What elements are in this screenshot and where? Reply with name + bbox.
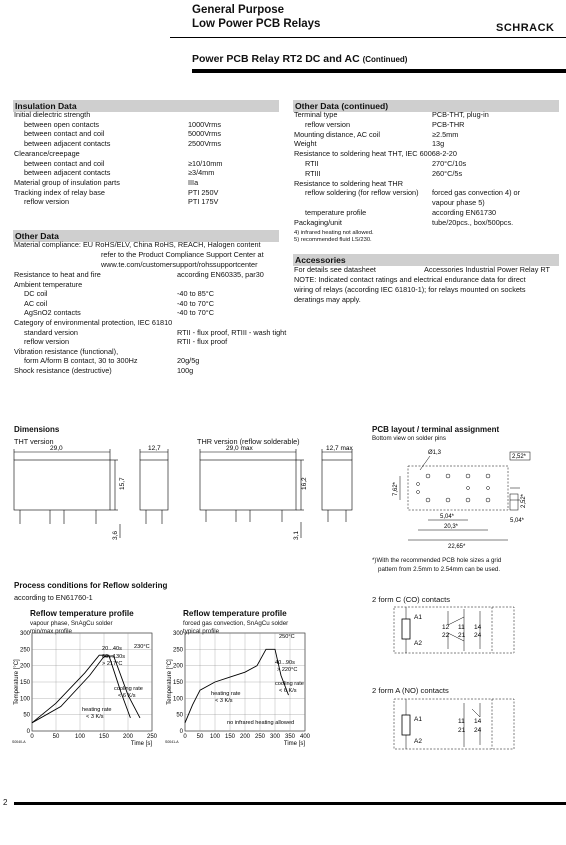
chart-annotation: 20...40s bbox=[102, 646, 122, 652]
insulation-row-label: Material group of insulation parts bbox=[14, 177, 120, 187]
co-contacts-title: 2 form C (CO) contacts bbox=[372, 595, 451, 604]
material-compliance-line1: Material compliance: EU RoHS/ELV, China RoHS, REACH, Halogen content bbox=[14, 240, 261, 249]
other-cont-row-label: Mounting distance, AC coil bbox=[294, 129, 380, 139]
other-cont-row-label: temperature profile bbox=[305, 208, 367, 217]
other-row-label: Category of environmental protection, IEC 61810 bbox=[14, 318, 173, 327]
other-cont-row-value: PCB-THT, plug-in bbox=[432, 110, 489, 119]
hole-diameter: Ø1,3 bbox=[428, 450, 442, 456]
accessories-note-3: deratings may apply. bbox=[294, 295, 361, 304]
insulation-row-value: ≥10/10mm bbox=[188, 158, 223, 168]
tht-front-view bbox=[14, 460, 110, 510]
other-row-value: -40 to 85°C bbox=[177, 289, 214, 299]
product-title bbox=[192, 53, 407, 66]
insulation-header: Insulation Data bbox=[13, 100, 279, 112]
x-tick-label: 50 bbox=[52, 734, 60, 740]
footer-rule bbox=[14, 802, 566, 805]
other-cont-row-label: Terminal type bbox=[294, 110, 338, 119]
dim-203: 20,3* bbox=[444, 524, 459, 530]
y-tick-label: 50 bbox=[176, 712, 183, 719]
other-cont-row-value: 260°C/5s bbox=[432, 168, 463, 178]
y-axis-label: Temperature [°C] bbox=[14, 659, 20, 705]
other-cont-row-label: Resistance to soldering heat THT, IEC 60068-2-20 bbox=[294, 149, 457, 159]
other-row-label: Shock resistance (destructive) bbox=[14, 366, 112, 375]
thr-height-dim: 16,2 bbox=[301, 477, 308, 490]
other-row-label: Ambient temperature bbox=[14, 279, 83, 289]
footnote-4: 4) infrared heating not allowed. bbox=[294, 230, 374, 236]
pcb-footnote-2: pattern from 2.5mm to 2.54mm can be used. bbox=[378, 566, 501, 573]
dim-762: 7,62* bbox=[393, 481, 399, 496]
insulation-row-label: Tracking index of relay base bbox=[14, 187, 105, 197]
chart-annotation: 230°C bbox=[134, 644, 150, 650]
other-row-value: 20g/5g bbox=[177, 356, 200, 366]
y-tick-label: 250 bbox=[19, 647, 30, 654]
other-row-value: 100g bbox=[177, 366, 194, 375]
chart-annotation: heating rate bbox=[211, 691, 241, 697]
y-tick-label: 200 bbox=[172, 663, 183, 670]
no-pin-11: 11 bbox=[458, 718, 465, 725]
other-row-label: AC coil bbox=[24, 298, 48, 308]
thr-front-view bbox=[200, 460, 296, 510]
other-row-label: form A/form B contact, 30 to 300Hz bbox=[24, 356, 138, 366]
other-cont-row-value: ≥2.5mm bbox=[432, 129, 459, 139]
insulation-row-label: between adjacent contacts bbox=[24, 168, 111, 178]
other-cont-row-value: PCB-THR bbox=[432, 119, 465, 129]
other-row-value: -40 to 70°C bbox=[177, 298, 214, 308]
x-tick-label: 350 bbox=[284, 734, 296, 740]
x-tick-label: 400 bbox=[299, 734, 311, 740]
accessories-note-1: NOTE: Indicated contact ratings and electrical endurance data for direct bbox=[294, 275, 526, 284]
tht-height-dim: 15,7 bbox=[119, 477, 126, 490]
accessories-note-2: wiring of relays (according IEC 61810-1); for relays mounted on sockets bbox=[294, 285, 526, 294]
thr-version-label: THR version (reflow solderable) bbox=[197, 437, 300, 446]
dim-2265: 22,65* bbox=[448, 544, 466, 550]
no-a1: A1 bbox=[414, 716, 422, 723]
dimension-drawings bbox=[0, 437, 370, 550]
co-contacts-diagram bbox=[392, 605, 522, 655]
chart-annotation: 40...90s bbox=[275, 660, 295, 666]
x-tick-label: 200 bbox=[122, 734, 134, 740]
reflow-chart-vapour-phase bbox=[10, 615, 160, 750]
other-cont-row-label: Weight bbox=[294, 139, 317, 149]
no-pin-24: 24 bbox=[474, 727, 482, 734]
other-cont-row-value: forced gas convection 4) or bbox=[432, 188, 521, 198]
other-row-label: standard version bbox=[24, 327, 78, 337]
chart-annotation: > 220°C bbox=[277, 667, 298, 673]
material-compliance-link[interactable]: www.te.com/customersupport/rohssupportcenter bbox=[101, 260, 258, 269]
figure-id: S0041-A bbox=[165, 740, 179, 744]
no-contacts-title: 2 form A (NO) contacts bbox=[372, 686, 449, 695]
accessories-label: For details see datasheet bbox=[294, 265, 376, 274]
process-subtitle: according to EN61760-1 bbox=[14, 593, 93, 602]
y-tick-label: 0 bbox=[179, 729, 183, 735]
insulation-row-label: between contact and coil bbox=[24, 129, 105, 139]
insulation-row-label: between open contacts bbox=[24, 119, 100, 129]
chart-annotation: < 3 K/s bbox=[86, 714, 104, 720]
other-data-continued-header: Other Data (continued) bbox=[293, 100, 559, 112]
insulation-row-value: 5000Vrms bbox=[188, 129, 221, 139]
header-line1: General Purpose bbox=[192, 4, 285, 16]
other-cont-row-value: tube/20pcs., box/500pcs. bbox=[432, 217, 514, 227]
insulation-row-label: Clearance/creepage bbox=[14, 148, 80, 158]
co-pin-22: 22 bbox=[442, 632, 450, 639]
chart-annotation: < 6 K/s bbox=[279, 688, 297, 694]
thr-depth-dim: 12,7 max bbox=[326, 445, 353, 452]
other-row-label: AgSnO2 contacts bbox=[24, 308, 81, 318]
co-a2: A2 bbox=[414, 640, 422, 647]
y-tick-label: 300 bbox=[172, 631, 183, 637]
tht-side-view bbox=[140, 460, 168, 510]
brand-logo: SCHRACK bbox=[496, 22, 555, 34]
dim-252-b: 2,52* bbox=[521, 493, 527, 508]
co-a1: A1 bbox=[414, 614, 422, 621]
y-tick-label: 100 bbox=[172, 696, 183, 703]
x-tick-label: 150 bbox=[224, 734, 236, 740]
other-row-value: according EN60335, par30 bbox=[177, 270, 264, 279]
dim-252-a: 2,52* bbox=[512, 454, 527, 460]
x-tick-label: 200 bbox=[239, 734, 251, 740]
y-tick-label: 100 bbox=[19, 696, 30, 703]
pcb-layout-drawing bbox=[370, 444, 560, 554]
other-cont-row-value: 270°C/10s bbox=[432, 159, 467, 168]
other-row-label: Resistance to heat and fire bbox=[14, 270, 101, 279]
tht-depth-dim: 12,7 bbox=[148, 445, 161, 452]
x-tick-label: 250 bbox=[146, 734, 158, 740]
tht-pin-dim: 3,6 bbox=[112, 530, 119, 540]
other-row-label: DC coil bbox=[24, 289, 48, 299]
header-rule bbox=[170, 37, 566, 38]
insulation-row-label: between adjacent contacts bbox=[24, 139, 111, 149]
chart2-subtitle2: typical profile bbox=[183, 628, 220, 635]
other-row-label: Vibration resistance (functional), bbox=[14, 346, 119, 356]
chart1-subtitle: vapour phase, SnAgCu solder bbox=[30, 620, 113, 627]
dim-504-b: 5,04* bbox=[510, 518, 525, 524]
pcb-holes bbox=[417, 474, 491, 502]
no-contacts-diagram bbox=[392, 697, 522, 752]
insulation-row-label: reflow version bbox=[24, 197, 70, 207]
no-pin-14: 14 bbox=[474, 718, 482, 725]
other-cont-row-label: RTII bbox=[305, 159, 319, 168]
insulation-row-value: ≥3/4mm bbox=[188, 168, 215, 178]
figure-id: S0040-A bbox=[12, 740, 26, 744]
x-axis-label: Time [s] bbox=[130, 741, 152, 747]
y-tick-label: 0 bbox=[26, 729, 30, 735]
other-cont-row-label: RTIII bbox=[305, 168, 321, 178]
y-tick-label: 150 bbox=[172, 680, 183, 686]
product-title-suffix: (Continued) bbox=[362, 55, 408, 64]
insulation-row-value: IIIa bbox=[188, 177, 199, 187]
other-row-value: RTII - flux proof bbox=[177, 337, 228, 347]
other-cont-row-label: Packaging/unit bbox=[294, 217, 342, 227]
chart-annotation: heating rate bbox=[82, 707, 112, 713]
co-pin-11: 11 bbox=[458, 624, 465, 631]
process-title: Process conditions for Reflow soldering bbox=[14, 581, 168, 590]
chart-annotation: cooling rate bbox=[275, 681, 304, 687]
insulation-row-value: PTI 175V bbox=[188, 197, 219, 207]
header-line2: Low Power PCB Relays bbox=[192, 18, 321, 30]
pcb-footnote-1: *)With the recommended PCB hole sizes a grid bbox=[372, 557, 502, 564]
co-pin-24: 24 bbox=[474, 632, 482, 639]
accessories-value: Accessories Industrial Power Relay RT bbox=[424, 265, 550, 274]
other-cont-row-value: 13g bbox=[432, 139, 445, 149]
chart-annotation: no infrared heating allowed bbox=[227, 720, 295, 726]
x-tick-label: 150 bbox=[98, 734, 110, 740]
chart-annotation: > 217°C bbox=[102, 661, 123, 667]
tht-version-label: THT version bbox=[14, 437, 54, 446]
co-pin-21: 21 bbox=[458, 632, 466, 639]
no-a2: A2 bbox=[414, 738, 422, 745]
insulation-row-label: between contact and coil bbox=[24, 158, 105, 168]
chart-annotation: < 6 K/s bbox=[118, 693, 136, 699]
y-tick-label: 50 bbox=[23, 712, 30, 719]
other-data-header: Other Data bbox=[13, 230, 279, 242]
chart-annotation: 60...130s bbox=[102, 654, 126, 660]
material-compliance-line2: refer to the Product Compliance Support Center at bbox=[101, 250, 264, 259]
other-row-value: RTII - flux proof, RTIII - wash tight bbox=[177, 327, 287, 337]
y-tick-label: 250 bbox=[172, 647, 183, 654]
chart1-title: Reflow temperature profile bbox=[30, 609, 134, 618]
chart-annotation: 250°C bbox=[279, 634, 295, 640]
chart-annotation: cooling rate bbox=[114, 686, 143, 692]
y-tick-label: 150 bbox=[19, 680, 30, 686]
other-row-label: reflow version bbox=[24, 337, 70, 347]
chart2-title: Reflow temperature profile bbox=[183, 609, 287, 618]
accessories-header: Accessories bbox=[293, 254, 559, 266]
insulation-row-label: Initial dielectric strength bbox=[14, 110, 91, 119]
x-tick-label: 100 bbox=[74, 734, 86, 740]
chart-annotation: < 3 K/s bbox=[215, 698, 233, 704]
tht-width-dim: 29,0 bbox=[50, 445, 63, 452]
insulation-row-value: 1000Vrms bbox=[188, 119, 221, 129]
other-cont-row-label: reflow version bbox=[305, 119, 351, 129]
other-row-value: -40 to 70°C bbox=[177, 308, 214, 318]
x-tick-label: 0 bbox=[183, 734, 187, 740]
chart1-subtitle2: min/max profile bbox=[30, 628, 72, 635]
insulation-row-value: 2500Vrms bbox=[188, 139, 221, 149]
dim-504-a: 5,04* bbox=[440, 514, 455, 520]
thr-side-view bbox=[322, 460, 352, 510]
other-cont-row-value: according EN61730 bbox=[432, 208, 497, 217]
no-pin-21: 21 bbox=[458, 727, 466, 734]
pcb-title: PCB layout / terminal assignment bbox=[372, 425, 500, 434]
x-tick-label: 50 bbox=[196, 734, 204, 740]
y-axis-label: Temperature [°C] bbox=[167, 659, 173, 705]
thr-width-dim: 29,0 max bbox=[226, 445, 253, 452]
title-rule bbox=[192, 69, 566, 73]
reflow-chart-forced-gas bbox=[163, 615, 313, 750]
co-pin-14: 14 bbox=[474, 624, 482, 631]
x-tick-label: 100 bbox=[209, 734, 221, 740]
x-tick-label: 300 bbox=[269, 734, 281, 740]
dimensions-title: Dimensions bbox=[14, 425, 60, 434]
insulation-row-value: PTI 250V bbox=[188, 187, 219, 197]
series-line-1 bbox=[185, 649, 289, 723]
co-pin-12: 12 bbox=[442, 624, 450, 631]
footnote-5: 5) recommended fluid LS/230. bbox=[294, 237, 372, 243]
chart2-subtitle: forced gas convection, SnAgCu solder bbox=[183, 620, 289, 627]
pcb-subtitle: Bottom view on solder pins bbox=[372, 435, 446, 442]
product-title-main: Power PCB Relay RT2 DC and AC bbox=[192, 53, 360, 65]
other-cont-row-label: reflow soldering (for reflow version) bbox=[305, 188, 419, 198]
other-cont-row-value: vapour phase 5) bbox=[432, 198, 485, 208]
page-number: 2 bbox=[3, 798, 8, 807]
x-tick-label: 250 bbox=[254, 734, 266, 740]
x-axis-label: Time [s] bbox=[283, 741, 305, 747]
other-cont-row-label: Resistance to soldering heat THR bbox=[294, 178, 403, 188]
thr-pin-dim: 3,1 bbox=[293, 530, 300, 540]
y-tick-label: 300 bbox=[19, 631, 30, 637]
y-tick-label: 200 bbox=[19, 663, 30, 670]
x-tick-label: 0 bbox=[30, 734, 34, 740]
